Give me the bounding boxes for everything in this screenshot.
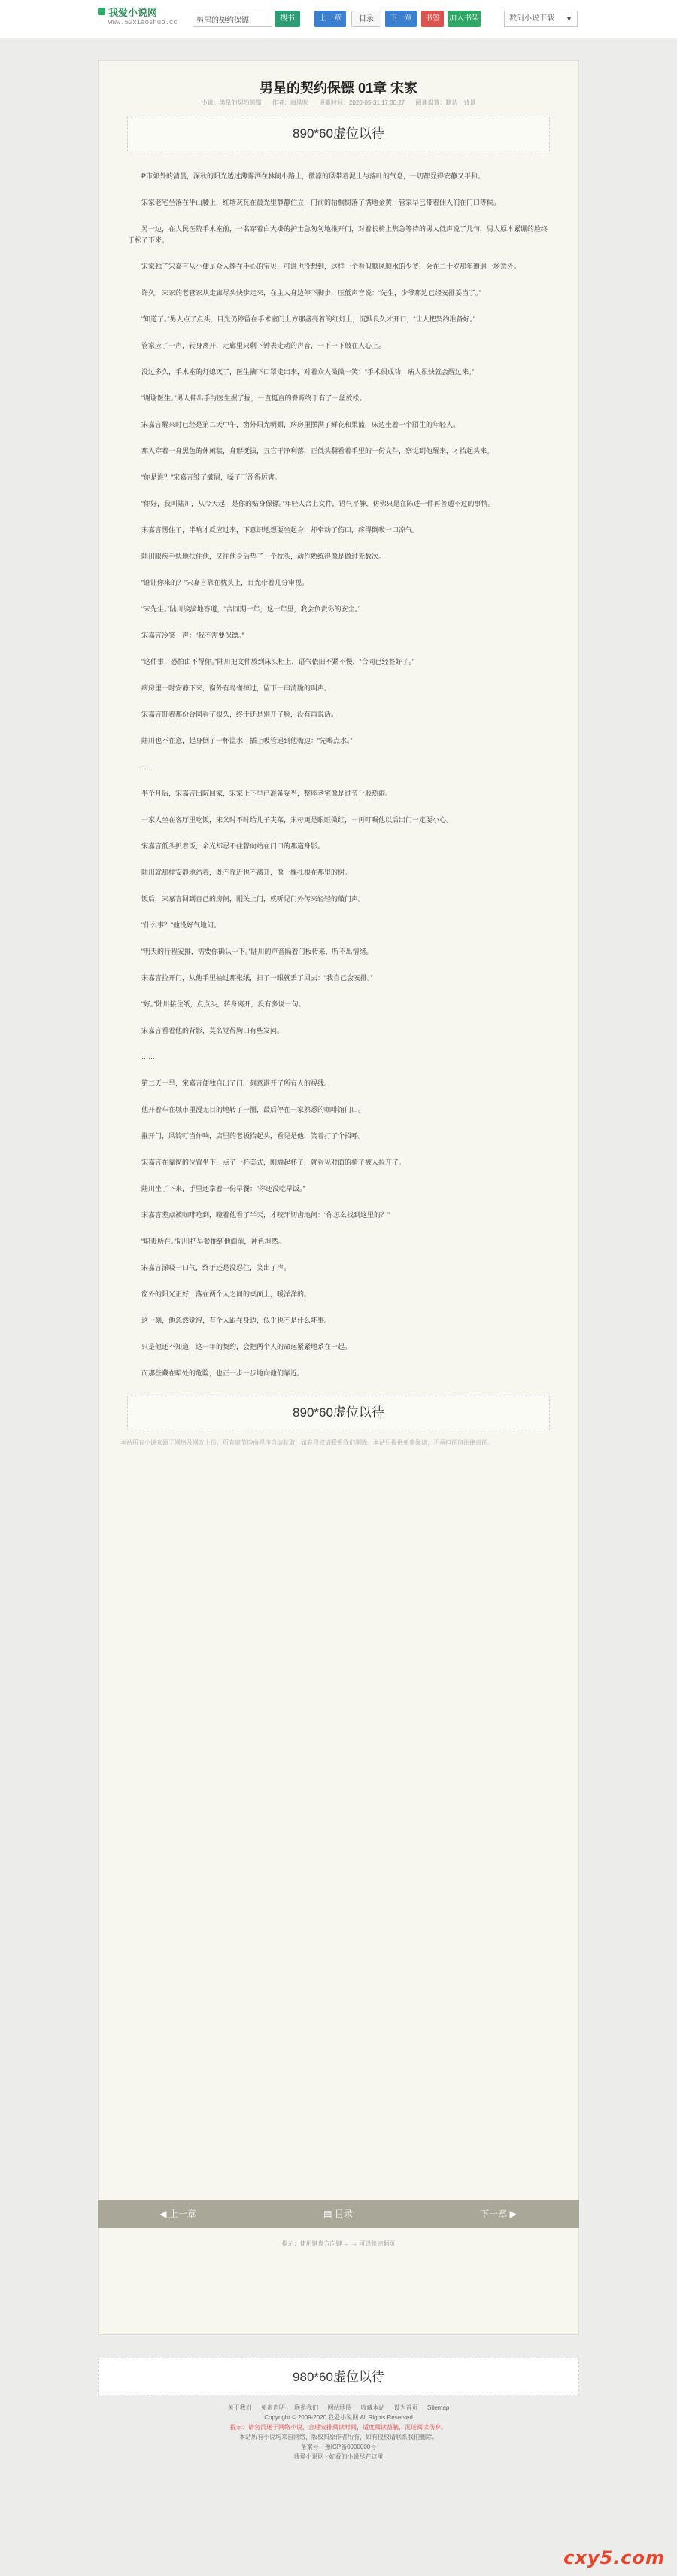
next-chapter-button[interactable]: 下一章 [385, 11, 417, 27]
footer-link[interactable]: 关于我们 [227, 2404, 252, 2411]
meta-updated: 更新时间：2020-05-31 17:30:27 [318, 99, 405, 106]
paragraph: “什么事？”他没好气地问。 [141, 921, 220, 929]
nav-select-value: 数码小说下载 [509, 14, 554, 23]
footer-tagline: 我爱小说网 - 好看的小说尽在这里 [293, 2453, 384, 2460]
footer-link[interactable]: 联系我们 [294, 2404, 319, 2411]
footer-link[interactable]: 免责声明 [260, 2404, 285, 2411]
paragraph: 宋嘉言拉开门，从他手里抽过那张纸，扫了一眼就丢了回去：“我自己会安排。” [141, 974, 373, 982]
pager-prev-button[interactable]: ◀ 上一章 [159, 2209, 196, 2219]
paragraph: 宋嘉言盯着那份合同看了很久，终于还是别开了脸，没有再说话。 [141, 711, 338, 718]
paragraph: 宋家独子宋嘉言从小便是众人捧在手心的宝贝，可谁也没想到，这样一个看似顺风顺水的少爷，会在二十岁那年遭遇一场意外。 [141, 263, 521, 270]
paragraph: “你好，我叫陆川，从今天起，是你的贴身保镖。”年轻人合上文件，语气平静，仿佛只是在陈述一件再普通不过的事情。 [141, 500, 495, 507]
search-input[interactable] [193, 11, 272, 27]
footer-link[interactable]: 设为首页 [393, 2404, 418, 2411]
paragraph: “谢谢医生。”男人伸出手与医生握了握，一直挺直的脊背终于有了一丝放松。 [141, 394, 366, 402]
paragraph: 没过多久，手术室的灯熄灭了，医生摘下口罩走出来，对着众人微微一笑：“手术很成功，病人很快就会醒过来。” [141, 368, 475, 376]
paragraph: “这件事，恐怕由不得你。”陆川把文件放到床头柜上，语气依旧不紧不慢，“合同已经签好了。” [141, 658, 414, 665]
site-nav-select[interactable] [504, 11, 578, 27]
footer-link[interactable]: 网站地图 [327, 2404, 352, 2411]
paragraph: P市郊外的清晨，深秋的阳光透过薄雾洒在林间小路上，微凉的风带着泥土与落叶的气息，一切都显得安静又平和。 [141, 172, 485, 180]
keyboard-hint: 提示：使用键盘方向键 ← → 可以快速翻页 [281, 2240, 396, 2247]
chapter-title: 男星的契约保镖 01章 宋家 [259, 81, 418, 96]
paragraph: “好。”陆川接住纸，点点头，转身离开，没有多说一句。 [141, 1000, 305, 1008]
meta-settings[interactable]: 阅读设置：默认一背景 [415, 99, 476, 106]
reader-panel [98, 60, 579, 2335]
paragraph: 而那些藏在暗处的危险，也正一步一步地向他们靠近。 [141, 1369, 305, 1377]
paragraph: 陆川坐了下来，手里还拿着一份早餐：“你还没吃早饭。” [141, 1185, 305, 1192]
site-url: www.52xiaoshuo.cc [108, 19, 178, 26]
bookmark-button[interactable]: 书签 [421, 11, 444, 27]
pager-next-button[interactable]: 下一章 ▶ [480, 2209, 517, 2219]
paragraph: 宋嘉言看着他的背影，莫名觉得胸口有些发闷。 [141, 1027, 284, 1034]
paragraph: 宋嘉言醒来时已经是第二天中午，窗外阳光明媚，病房里摆满了鲜花和果篮，床边坐着一个陌生的年轻人。 [141, 421, 460, 428]
pager-dir-button[interactable]: ▤ 目录 [323, 2209, 353, 2219]
chapter-pager [98, 2200, 579, 2228]
bottom-ad-banner[interactable]: 890*60虚位以待 [127, 1396, 550, 1430]
paragraph: 推开门，风铃叮当作响，店里的老板抬起头，看见是他，笑着打了个招呼。 [141, 1132, 366, 1140]
paragraph: 宋嘉言差点被咖啡呛到，瞪着他看了半天，才咬牙切齿地问：“你怎么找到这里的？” [141, 1211, 390, 1219]
paragraph: “职责所在。”陆川把早餐推到他面前，神色坦然。 [141, 1238, 285, 1245]
meta-author: 作者：海风吹 [272, 99, 308, 106]
footer-warning: 提示：请勿沉迷于网络小说，合理安排阅读时间，适度阅读益脑，沉迷阅读伤身。 [230, 2424, 447, 2431]
paragraph: “明天的行程安排，需要你确认一下。”陆川的声音隔着门板传来，听不出情绪。 [141, 948, 373, 955]
paragraph: …… [141, 1053, 155, 1061]
footer-link[interactable]: 收藏本站 [360, 2404, 385, 2411]
footer-icp: 备案号：豫ICP备0000000号 [300, 2444, 377, 2450]
paragraph: 窗外的阳光正好，落在两个人之间的桌面上，暖洋洋的。 [141, 1290, 311, 1298]
paragraph: 那人穿着一身黑色的休闲装，身形挺拔，五官干净利落，正低头翻看着手里的一份文件，察觉到他醒来，才抬起头来。 [141, 447, 494, 455]
chapter-meta [99, 99, 578, 108]
paragraph: 管家应了一声，转身离开，走廊里只剩下钟表走动的声音，一下一下敲在人心上。 [141, 342, 386, 349]
paragraph: 他开着车在城市里漫无目的地转了一圈，最后停在一家熟悉的咖啡馆门口。 [141, 1106, 366, 1113]
pager-dir-label: 目录 [334, 2209, 353, 2219]
footer-statement: 本站所有小说均来自网络，版权归原作者所有，如有侵权请联系我们删除。 [239, 2434, 438, 2441]
paragraph: 陆川眼疾手快地扶住他，又往他身后垫了一个枕头，动作熟练得像是做过无数次。 [141, 553, 386, 560]
footer-link[interactable]: Sitemap [427, 2404, 450, 2411]
paragraph: 许久，宋家的老管家从走廊尽头快步走来，在主人身边停下脚步，压低声音说：“先生，少爷那边已经安排妥当了。” [141, 289, 481, 297]
paragraph: 陆川就那样安静地站着，既不靠近也不离开，像一棵扎根在那里的树。 [141, 869, 352, 876]
footer-links [98, 2403, 579, 2413]
site-footer [98, 2403, 579, 2462]
watermark-logo: cxy5.com [563, 2547, 665, 2568]
pager-next-label: 下一章 [480, 2209, 508, 2219]
paragraph: “谁让你来的？”宋嘉言靠在枕头上，目光带着几分审视。 [141, 579, 308, 586]
footer-copyright: Copyright © 2009-2020 我爱小说网 All Rights Reserved [264, 2414, 413, 2421]
paragraph: 宋嘉言冷笑一声：“我不需要保镖。” [141, 632, 244, 639]
paragraph: 宋嘉言愣住了，半晌才反应过来，下意识地想要坐起身，却牵动了伤口，疼得倒吸一口凉气。 [141, 526, 420, 534]
paragraph: 一家人坐在客厅里吃饭，宋父时不时给儿子夹菜，宋母更是眼眶微红，一再叮嘱他以后出门一定要小心。 [141, 816, 454, 824]
paragraph: “你是谁？”宋嘉言皱了皱眉，嗓子干涩得厉害。 [141, 473, 281, 481]
add-to-shelf-button[interactable]: 加入书架 [448, 11, 481, 27]
paragraph: 只是他还不知道，这一年的契约，会把两个人的命运紧紧地系在一起。 [141, 1343, 352, 1350]
site-name: 我爱小说网 [108, 7, 158, 18]
prev-chapter-button[interactable]: 上一章 [314, 11, 346, 27]
chapter-content [128, 165, 549, 1388]
paragraph: 陆川也不在意，起身倒了一杯温水，插上吸管递到他嘴边：“先喝点水。” [141, 737, 353, 744]
paragraph: 宋嘉言低头扒着饭，余光却忍不住瞥向站在门口的那道身影。 [141, 842, 325, 850]
footer-ad-banner[interactable]: 980*60虚位以待 [98, 2358, 579, 2395]
paragraph: 第二天一早，宋嘉言便独自出了门，刻意避开了所有人的视线。 [141, 1079, 332, 1087]
copyright-notice: 本站所有小说来源于网络及网友上传，所有章节均由程序自动获取，如有侵权请联系我们删除。本站只提供免费阅读，不承担任何法律责任。 [120, 1439, 493, 1446]
chevron-down-icon: ▼ [566, 15, 572, 23]
pager-prev-label: 上一章 [168, 2209, 196, 2219]
paragraph: “知道了。”男人点了点头，目光仍停留在手术室门上方那盏亮着的红灯上，沉默良久才开口，“让人把契约准备好。” [141, 315, 475, 323]
paragraph: 宋嘉言深吸一口气，终于还是没忍住，笑出了声。 [141, 1264, 291, 1271]
directory-button[interactable]: 目录 [351, 11, 381, 27]
top-toolbar [0, 0, 677, 38]
meta-book: 小说：男星的契约保镖 [201, 99, 262, 106]
logo-icon [98, 8, 105, 15]
paragraph: 病房里一时安静下来，窗外有鸟雀掠过，留下一串清脆的叫声。 [141, 684, 332, 692]
top-ad-banner[interactable]: 890*60虚位以待 [127, 117, 550, 151]
paragraph: 宋家老宅坐落在半山腰上，红墙灰瓦在晨光里静静伫立，门前的梧桐树落了满地金黄，管家早已带着佣人们在门口等候。 [141, 199, 501, 206]
paragraph: 饭后，宋嘉言回到自己的房间，刚关上门，就听见门外传来轻轻的敲门声。 [141, 895, 366, 903]
paragraph: …… [141, 763, 155, 771]
paragraph: “宋先生。”陆川淡淡地答道，“合同期一年，这一年里，我会负责你的安全。” [141, 605, 360, 613]
paragraph: 半个月后，宋嘉言出院回家，宋家上下早已准备妥当，整座老宅像是过节一般热闹。 [141, 790, 393, 797]
search-button[interactable]: 搜书 [275, 11, 300, 27]
site-logo[interactable] [98, 5, 188, 33]
paragraph: 这一刻，他忽然觉得，有个人跟在身边，似乎也不是什么坏事。 [141, 1317, 332, 1324]
paragraph: 宋嘉言在靠窗的位置坐下，点了一杯美式，刚端起杯子，就看见对面的椅子被人拉开了。 [141, 1159, 406, 1166]
paragraph: 另一边，在人民医院手术室前，一名穿着白大褂的护士急匆匆地推开门，对着长椅上焦急等待的男人低声说了几句，男人原本紧绷的脸终于松了下来。 [128, 225, 548, 244]
